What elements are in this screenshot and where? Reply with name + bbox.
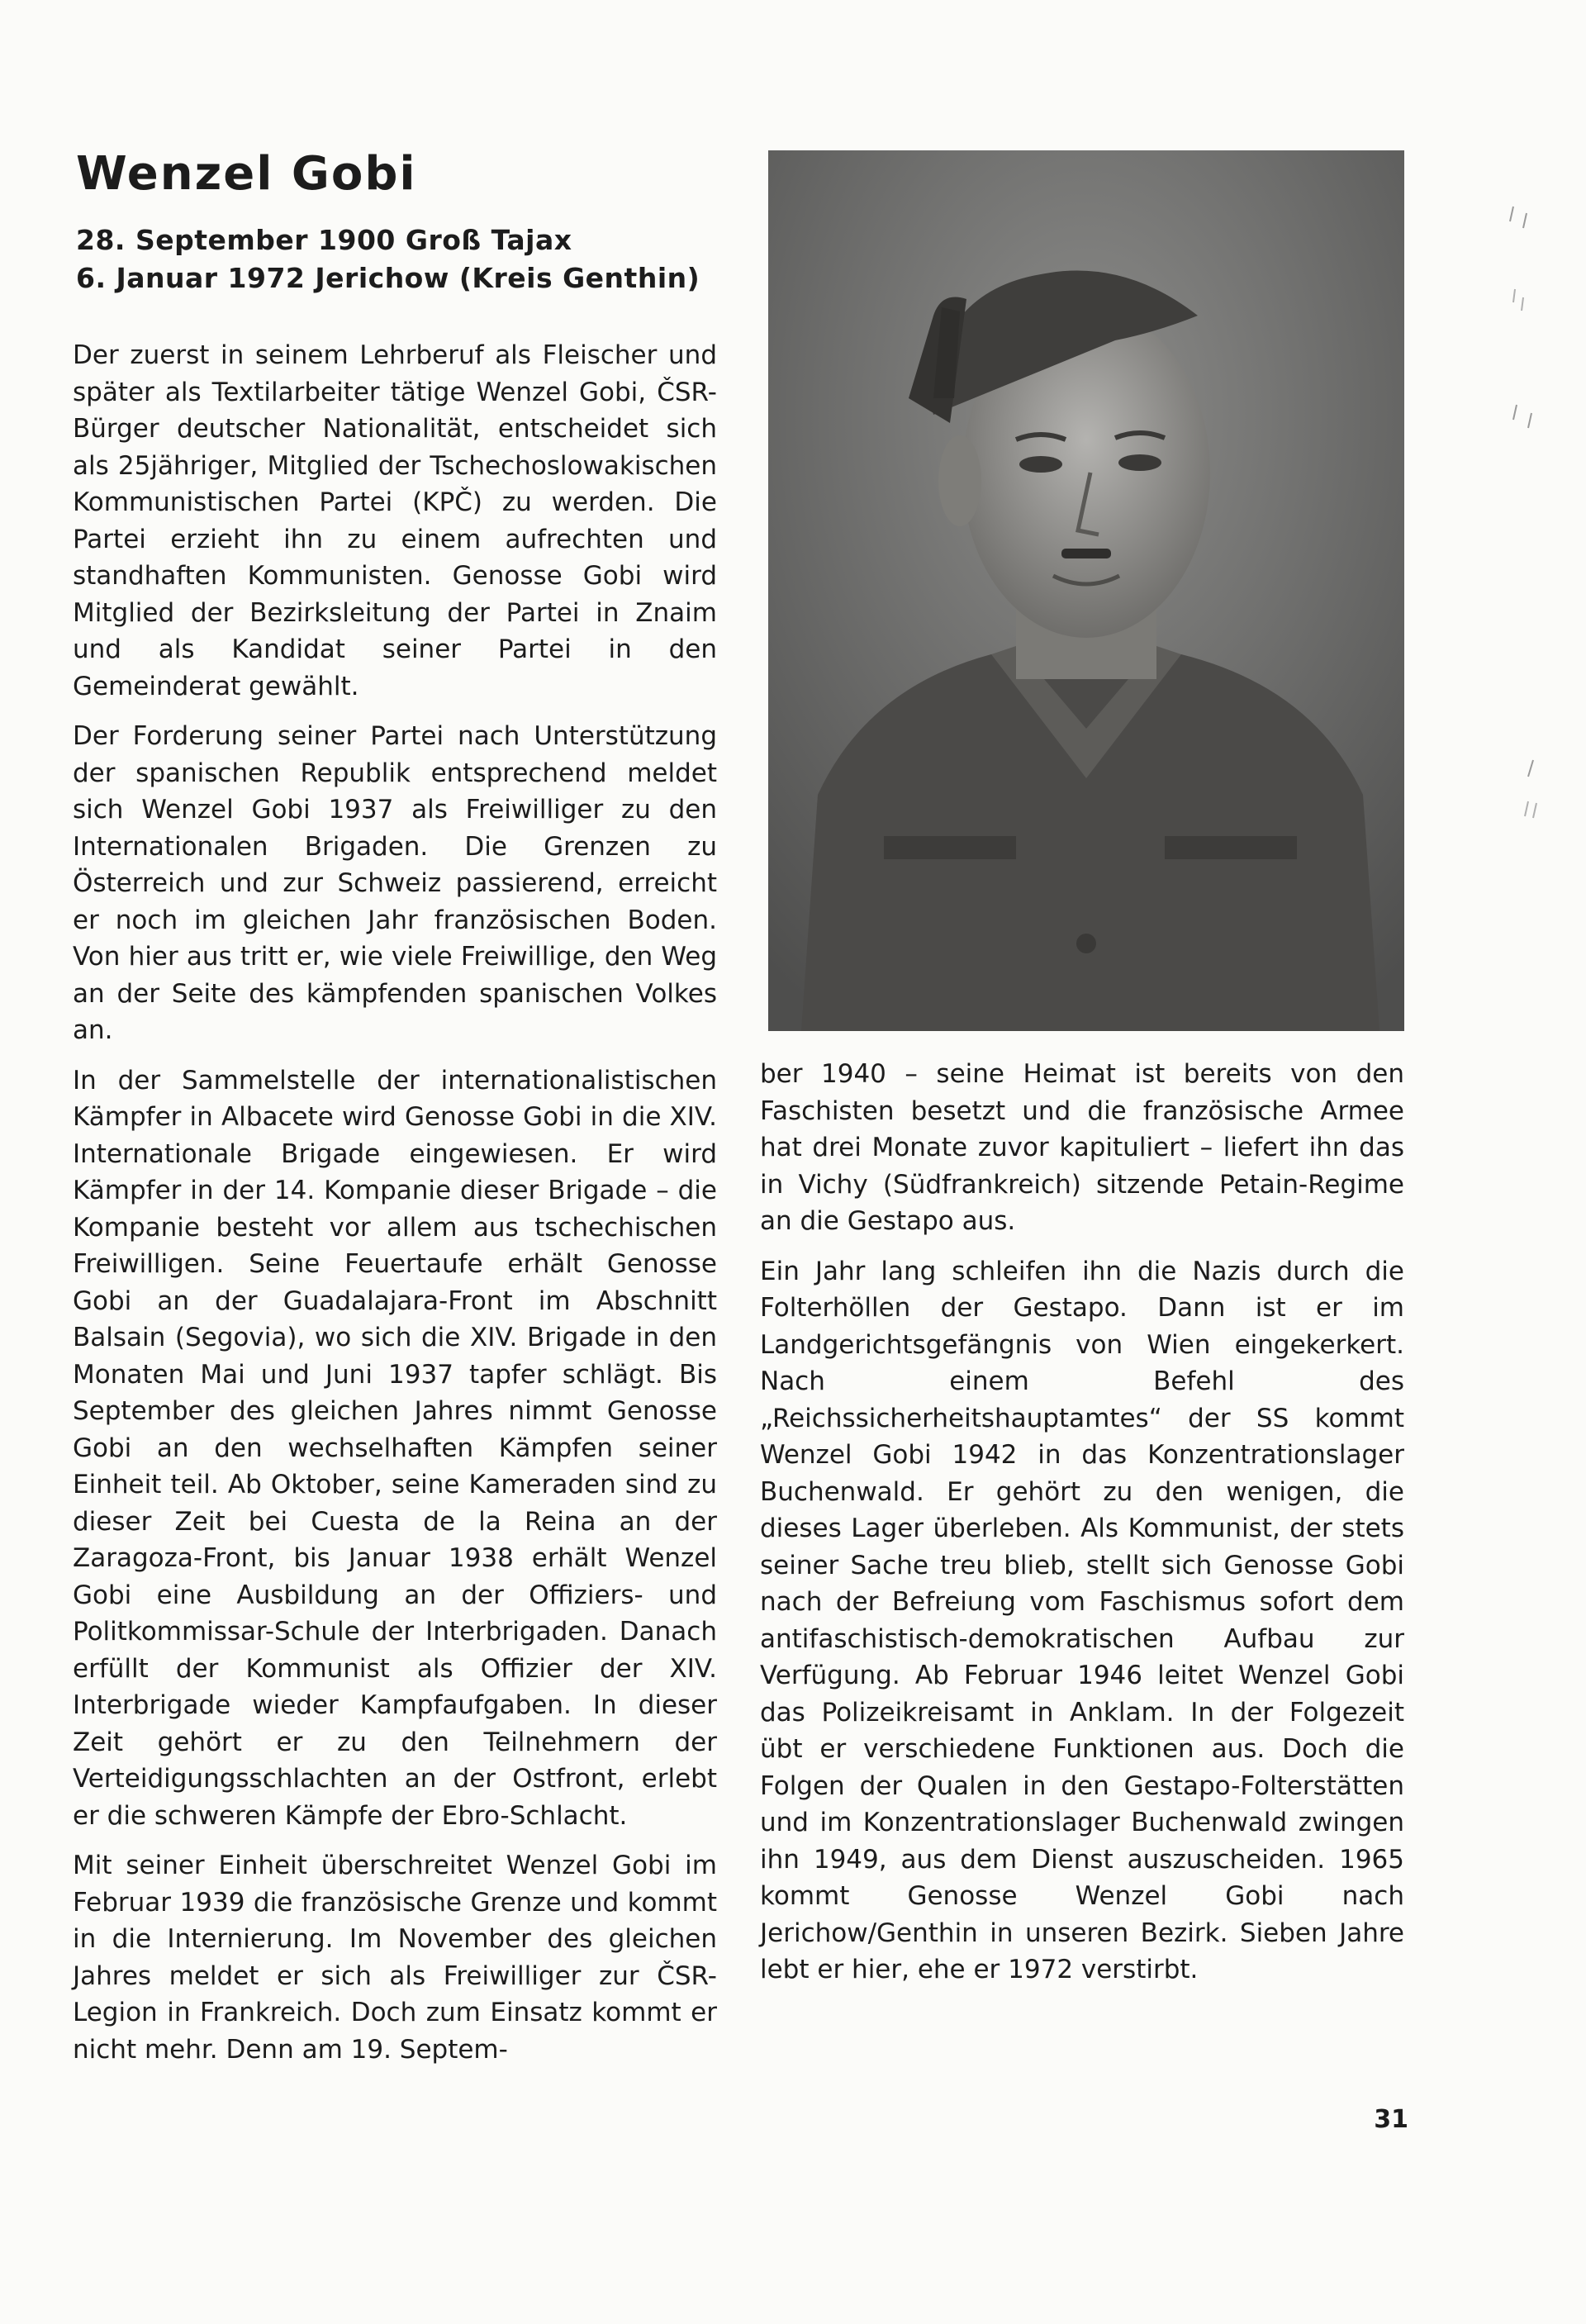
paragraph: Der zuerst in seinem Lehrberuf als Fleischer und später als Textilarbeiter tätige Wenzel Gobi, ČSR-Bürger deutscher Nationalität, entscheidet sich als 25jähriger, Mitglied der Tschechoslowakischen Kommunistischen Partei (KPČ) zu werden. Die Partei erzieht ihn zu einem aufrechten und standhaften Kommunisten. Genosse Gobi wird Mitglied der Bezirksleitung der Partei in Znaim und als Kandidat seiner Partei in den Gemeinderat gewählt. xyxy=(73,340,717,701)
paragraph: Der Forderung seiner Partei nach Unterstützung der spanischen Republik entsprechend meldet sich Wenzel Gobi 1937 als Freiwilliger zu den Internationalen Brigaden. Die Grenzen zu Österreich und zur Schweiz passierend, erreicht er noch im gleichen Jahr französischen Boden. Von hier aus tritt er, wie viele Freiwillige, den Weg an der Seite des kämpfenden spanischen Volkes an. xyxy=(73,721,717,1045)
paragraph: In der Sammelstelle der internationalistischen Kämpfer in Albacete wird Genosse Gobi in die XIV. Internationale Brigade eingewiesen. Er wird Kämpfer in der 14. Kompanie dieser Brigade – die Kompanie besteht vor allem aus tschechischen Freiwilligen. Seine Feuertaufe erhält Genosse Gobi an der Guadalajara-Front im Abschnitt Balsain (Segovia), wo sich die XIV. Brigade in den Monaten Mai und Juni 1937 tapfer schlägt. Bis September des gleichen Jahres nimmt Genosse Gobi an den wechselhaften Kämpfen seiner Einheit teil. Ab Oktober, seine Kameraden sind zu dieser Zeit bei Cuesta de la Reina an der Zaragoza-Front, bis Januar 1938 erhält Wenzel Gobi eine Ausbildung an der Offiziers- und Politkommissar-Schule der Interbrigaden. Danach erfüllt der Kommunist als Offizier der XIV. Interbrigade wieder Kampfaufgaben. In dieser Zeit gehört er zu den Teilnehmern der Verteidigungsschlachten an der Ostfront, erlebt er die schweren Kämpfe der Ebro-Schlacht. xyxy=(73,1065,717,1831)
portrait-image xyxy=(768,150,1404,1031)
paragraph: Mit seiner Einheit überschreitet Wenzel Gobi im Februar 1939 die französische Grenze und kommt in die Internierung. Im November des gleichen Jahres meldet er sich als Freiwilliger zur ČSR-Legion in Frankreich. Doch zum Einsatz kommt er nicht mehr. Denn am 19. Septem- xyxy=(73,1851,717,2065)
life-dates xyxy=(76,221,720,297)
death-date: 6. Januar 1972 Jerichow (Kreis Genthin) xyxy=(76,261,700,294)
birth-date: 28. September 1900 Groß Tajax xyxy=(76,223,572,256)
page-title: Wenzel Gobi xyxy=(76,147,417,201)
paragraph: ber 1940 – seine Heimat ist bereits von den Faschisten besetzt und die französische Armee hat drei Monate zuvor kapituliert – liefert ihn das in Vichy (Südfrankreich) sitzende Petain-Regime an die Gestapo aus. xyxy=(760,1059,1404,1236)
paragraph: Ein Jahr lang schleifen ihn die Nazis durch die Folterhöllen der Gestapo. Dann ist er im Landgerichtsgefängnis von Wien eingekerkert. Nach einem Befehl des „Reichssicherheitshauptamtes“ der SS kommt Wenzel Gobi 1942 in das Konzentrationslager Buchenwald. Er gehört zu den wenigen, die dieses Lager überleben. Als Kommunist, der stets seiner Sache treu blieb, stellt sich Genosse Gobi nach der Befreiung vom Faschismus sofort dem antifaschistisch-demokratischen Aufbau zur Verfügung. Ab Februar 1946 leitet Wenzel Gobi das Polizeikreisamt in Anklam. In der Folgezeit übt er verschiedene Funktionen aus. Doch die Folgen der Qualen in den Gestapo-Folterstätten und im Konzentrationslager Buchenwald zwingen ihn 1949, aus dem Dienst auszuscheiden. 1965 kommt Genosse Wenzel Gobi nach Jerichow/Genthin in unseren Bezirk. Sieben Jahre lebt er hier, ehe er 1972 verstirbt. xyxy=(760,1256,1404,1984)
page-number: 31 xyxy=(1374,2105,1408,2134)
right-text-column xyxy=(760,1056,1404,2002)
portrait-photo xyxy=(768,150,1404,1031)
left-text-column xyxy=(73,337,717,2081)
margin-marks xyxy=(1503,190,1569,851)
biography-header xyxy=(76,149,720,297)
